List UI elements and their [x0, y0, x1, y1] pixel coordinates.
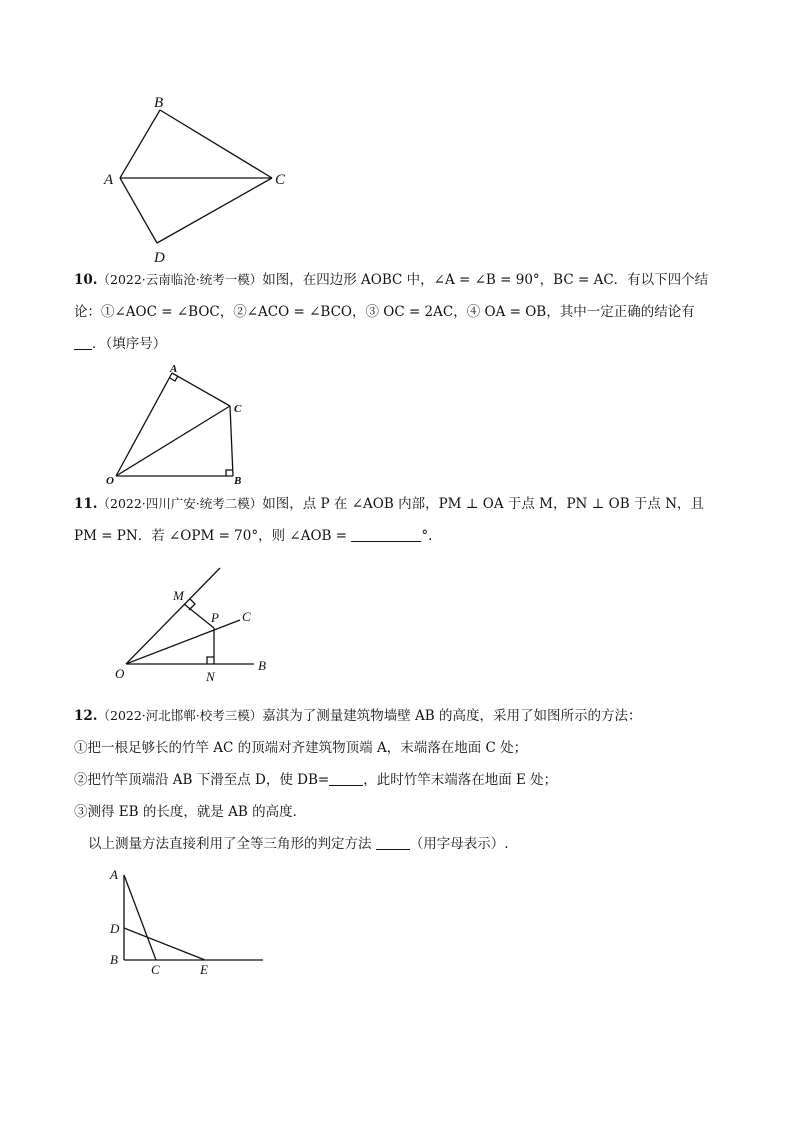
q11-source: （2022·四川广安·统考二模）: [97, 496, 263, 511]
label-a: A: [110, 867, 118, 882]
label-o: O: [115, 666, 125, 681]
label-a: A: [104, 172, 114, 188]
label-o: O: [106, 475, 114, 487]
q10-text-2: 论：①∠AOC = ∠BOC，②∠ACO = ∠BCO，③ OC = 2AC，④ OA = OB，其中一定正确的结论有: [74, 304, 695, 320]
q12-step-3: ③测得 EB 的长度，就是 AB 的高度．: [74, 804, 307, 820]
q10-source: （2022·云南临沧·统考一模）: [97, 272, 263, 287]
label-b: B: [110, 952, 118, 967]
q11-number: 11.: [74, 496, 98, 512]
q12-line-last: 以上测量方法直接利用了全等三角形的判定方法 （用字母表示）.: [88, 836, 509, 852]
label-m: M: [173, 588, 184, 603]
pole-ac: [124, 875, 156, 960]
label-e: E: [200, 962, 208, 977]
q12-text-1: 嘉淇为了测量建筑物墙壁 AB 的高度，采用了如图所示的方法：: [262, 708, 642, 724]
label-c: C: [151, 962, 160, 977]
q12-step-1: ①把一根足够长的竹竿 AC 的顶端对齐建筑物顶端 A，末端落在地面 C 处；: [74, 740, 528, 756]
label-c: C: [234, 403, 242, 415]
q10-text-3: ．（填序号）: [92, 336, 167, 352]
label-c: C: [242, 609, 251, 624]
q12-step-2: ②把竹竿顶端沿 AB 下滑至点 D，使 DB= ，此时竹竿末端落在地面 E 处；: [74, 772, 558, 788]
label-d: D: [110, 921, 120, 936]
q11-text-2: PM = PN．若 ∠OPM = 70°，则 ∠AOB =: [74, 528, 348, 544]
label-n: N: [206, 669, 215, 684]
q12-number: 12.: [74, 708, 98, 724]
label-a: A: [170, 363, 178, 375]
pole-de: [124, 928, 205, 960]
q11-text-2-end: °.: [421, 528, 433, 544]
q10-text-1: 如图，在四边形 AOBC 中，∠A = ∠B = 90°，BC = AC．有以下四个结: [262, 272, 709, 288]
q10-number: 10.: [74, 272, 98, 288]
label-b: B: [154, 95, 164, 111]
q12-source: （2022·河北邯郸·校考三模）: [97, 708, 263, 723]
q11-text-1: 如图，点 P 在 ∠AOB 内部，PM ⊥ OA 于点 M，PN ⊥ OB 于点 N，且: [262, 496, 705, 512]
label-b: B: [234, 475, 242, 487]
label-b: B: [258, 658, 266, 673]
label-d: D: [154, 250, 165, 266]
label-p: P: [211, 610, 219, 625]
label-c: C: [275, 172, 286, 188]
